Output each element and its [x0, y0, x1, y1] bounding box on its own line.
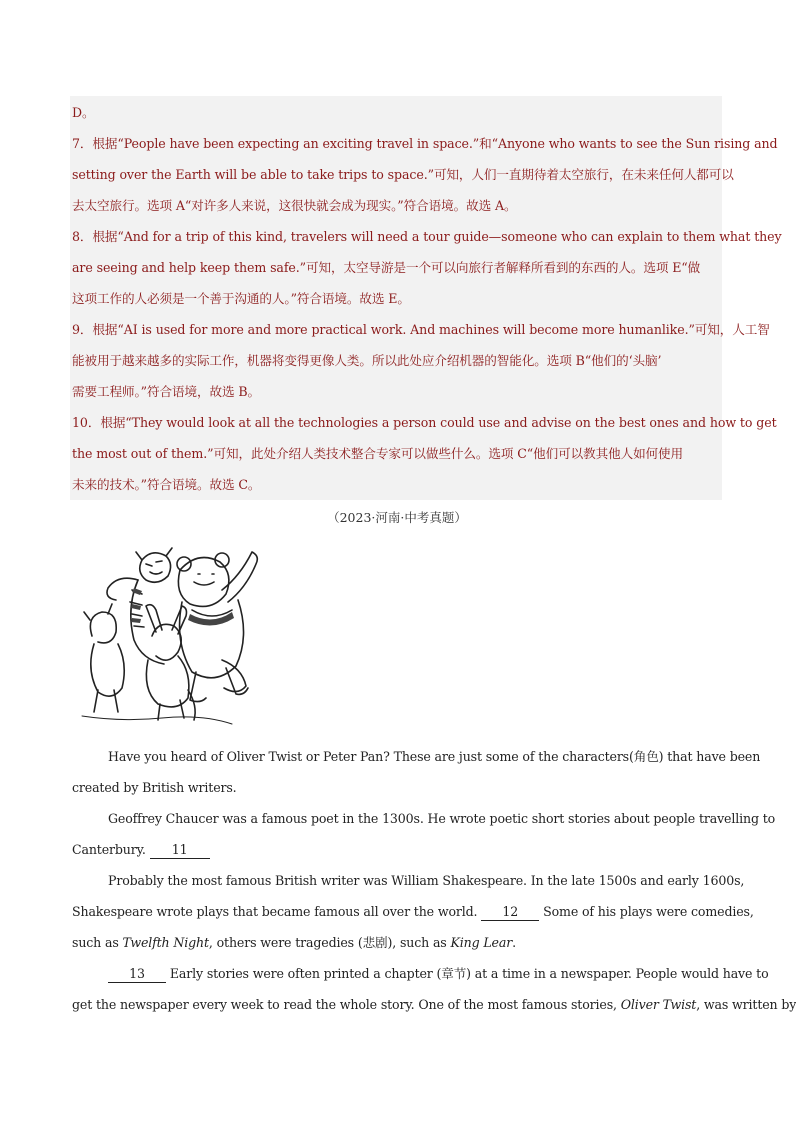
title-oliver-twist: Oliver Twist [620, 997, 697, 1012]
answer-line: 9．根据“AI is used for more and more practical work. And machines will become more humanlike.”可知，人工智 [72, 322, 770, 337]
answer-line: setting over the Earth will be able to take trips to space.”可知，人们一直期待着太空旅行，在未来任何人都可以 [72, 167, 734, 182]
passage-line: Probably the most famous British writer was William Shakespeare. In the late 1500s and early 1600s, [108, 873, 745, 888]
passage-line: created by British writers. [72, 780, 237, 795]
answer-line: 这项工作的人必须是一个善于沟通的人。”符合语境。故选 E。 [72, 291, 410, 306]
passage-text: get the newspaper every week to read the whole story. One of the most famous stories, [72, 997, 621, 1012]
answer-line: 需要工程师。”符合语境，故选 B。 [72, 384, 261, 399]
passage-line [72, 958, 769, 989]
question-source: （2023·河南·中考真题） [327, 510, 467, 525]
blank-13[interactable]: 13 [108, 966, 166, 983]
passage-line [72, 896, 754, 927]
title-king-lear: King Lear [450, 935, 513, 950]
passage-text: Early stories were often printed a chapter (章节) at a time in a newspaper. People would have to [169, 966, 769, 981]
blank-11[interactable]: 11 [150, 842, 210, 859]
passage-line [72, 834, 724, 865]
answer-line: the most out of them.”可知，此处介绍人类技术整合专家可以做些什么。选项 C“他们可以教其他人如何使用 [72, 446, 684, 461]
answer-line: are seeing and help keep them safe.”可知，太空导游是一个可以向旅行者解释所看到的东西的人。选项 E“做 [72, 260, 701, 275]
answer-line: D。 [72, 105, 95, 120]
answer-line: 7．根据“People have been expecting an exciting travel in space.”和“Anyone who wants to see the Sun rising and [72, 136, 778, 151]
passage-line [72, 989, 796, 1020]
answer-line: 能被用于越来越多的实际工作，机器将变得更像人类。所以此处应介绍机器的智能化。选项 B“他们的‘头脑’ [72, 353, 662, 368]
passage-text: Canterbury. [72, 842, 146, 857]
passage-text: Shakespeare wrote plays that became famous all over the world. [72, 904, 478, 919]
passage-text: . [512, 935, 516, 950]
answer-line: 8．根据“And for a trip of this kind, travelers will need a tour guide—someone who can explain to them what they [72, 229, 782, 244]
passage-text: Some of his plays were comedies, [543, 904, 754, 919]
passage-line: Have you heard of Oliver Twist or Peter Pan? These are just some of the characters(角色) that have been [108, 749, 761, 764]
blank-12[interactable]: 12 [481, 904, 539, 921]
passage-text: , others were tragedies (悲剧), such as [208, 935, 451, 950]
answer-line: 去太空旅行。选项 A“对许多人来说，这很快就会成为现实。”符合语境。故选 A。 [72, 198, 517, 213]
passage-line: Geoffrey Chaucer was a famous poet in the 1300s. He wrote poetic short stories about people travelling to [108, 811, 776, 826]
answer-line: 未来的技术。”符合语境。故选 C。 [72, 477, 261, 492]
passage-text: , was written by [696, 997, 796, 1012]
cartoon-characters-illustration [72, 540, 268, 730]
passage-line [72, 927, 724, 958]
answer-line: 10．根据“They would look at all the technologies a person could use and advise on the best ones and how to get [72, 415, 777, 430]
passage-text: such as [72, 935, 123, 950]
title-twelfth-night: Twelfth Night [122, 935, 209, 950]
